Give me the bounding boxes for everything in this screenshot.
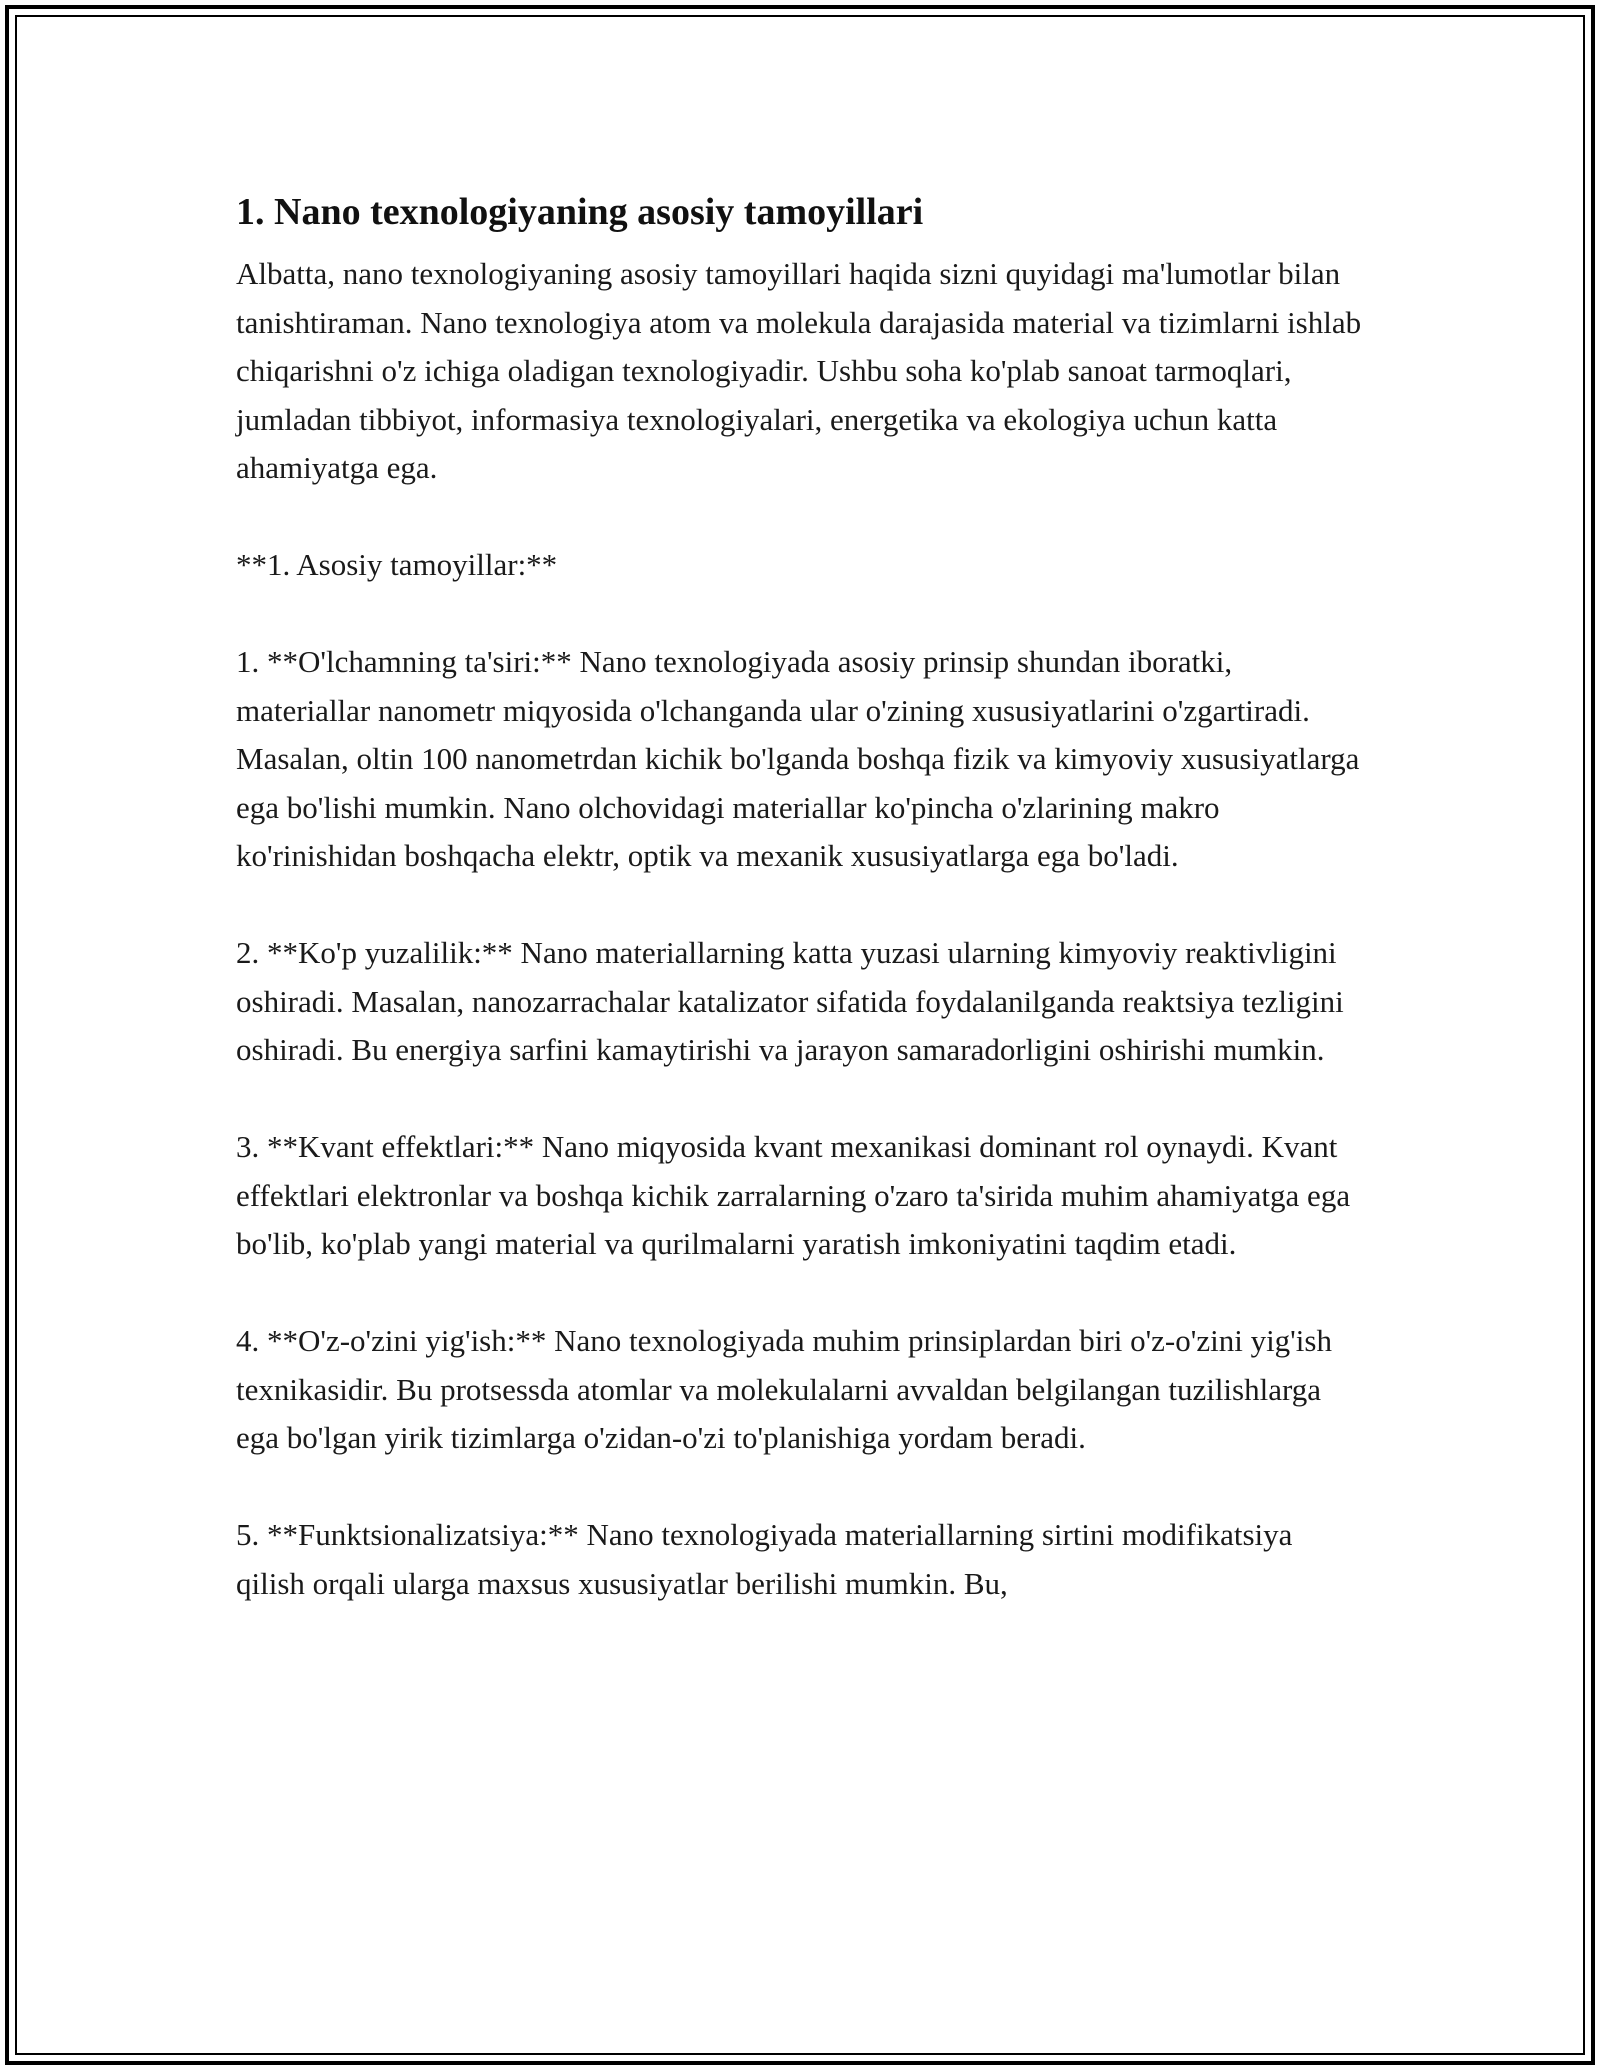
intro-paragraph: Albatta, nano texnologiyaning asosiy tamoyillari haqida sizni quyidagi ma'lumotlar bilan tanishtiraman. Nano texnologiya atom va molekula darajasida material va tizimlarni ishlab chiqarishni o'z ichiga oladigan texnologiyadir. Ushbu soha ko'plab sanoat tarmoqlari, jumladan tibbiyot, informasiya texnologiyalari, energetika va ekologiya uchun katta ahamiyatga ega. bbox=[236, 256, 1362, 485]
principle-functionalization: 5. **Funktsionalizatsiya:** Nano texnologiyada materiallarning sirtini modifikatsiya qilish orqali ularga maxsus xususiyatlar berilishi mumkin. Bu, bbox=[236, 1517, 1293, 1601]
document-body bbox=[236, 188, 1364, 1608]
principle-self-assembly: 4. **O'z-o'zini yig'ish:** Nano texnologiyada muhim prinsiplardan biri o'z-o'zini yig'ish texnikasidir. Bu protsessda atomlar va molekulalarni avvaldan belgilangan tuzilishlarga ega bo'lgan yirik tizimlarga o'zidan-o'zi to'planishiga yordam beradi. bbox=[236, 1323, 1332, 1455]
subsection-title: **1. Asosiy tamoyillar:** bbox=[236, 547, 558, 582]
principle-surface-area: 2. **Ko'p yuzalilik:** Nano materiallarning katta yuzasi ularning kimyoviy reaktivligini oshiradi. Masalan, nanozarrachalar katalizator sifatida foydalanilganda reaktsiya tezligini oshiradi. Bu energiya sarfini kamaytirishi va jarayon samaradorligini oshirishi mumkin. bbox=[236, 935, 1344, 1067]
principle-quantum-effects: 3. **Kvant effektlari:** Nano miqyosida kvant mexanikasi dominant rol oynaydi. Kvant effektlari elektronlar va boshqa kichik zarralarning o'zaro ta'sirida muhim ahamiyatga ega bo'lib, ko'plab yangi material va qurilmalarni yaratish imkoniyatini taqdim etadi. bbox=[236, 1129, 1351, 1261]
section-heading: 1. Nano texnologiyaning asosiy tamoyillari bbox=[236, 191, 924, 233]
principle-size-effect: 1. **O'lchamning ta'siri:** Nano texnologiyada asosiy prinsip shundan iboratki, materiallar nanometr miqyosida o'lchanganda ular o'zining xususiyatlarini o'zgartiradi. Masalan, oltin 100 nanometrdan kichik bo'lganda boshqa fizik va kimyoviy xususiyatlarga ega bo'lishi mumkin. Nano olchovidagi materiallar ko'pincha o'zlarining makro ko'rinishidan boshqacha elektr, optik va mexanik xususiyatlarga ega bo'ladi. bbox=[236, 644, 1360, 873]
